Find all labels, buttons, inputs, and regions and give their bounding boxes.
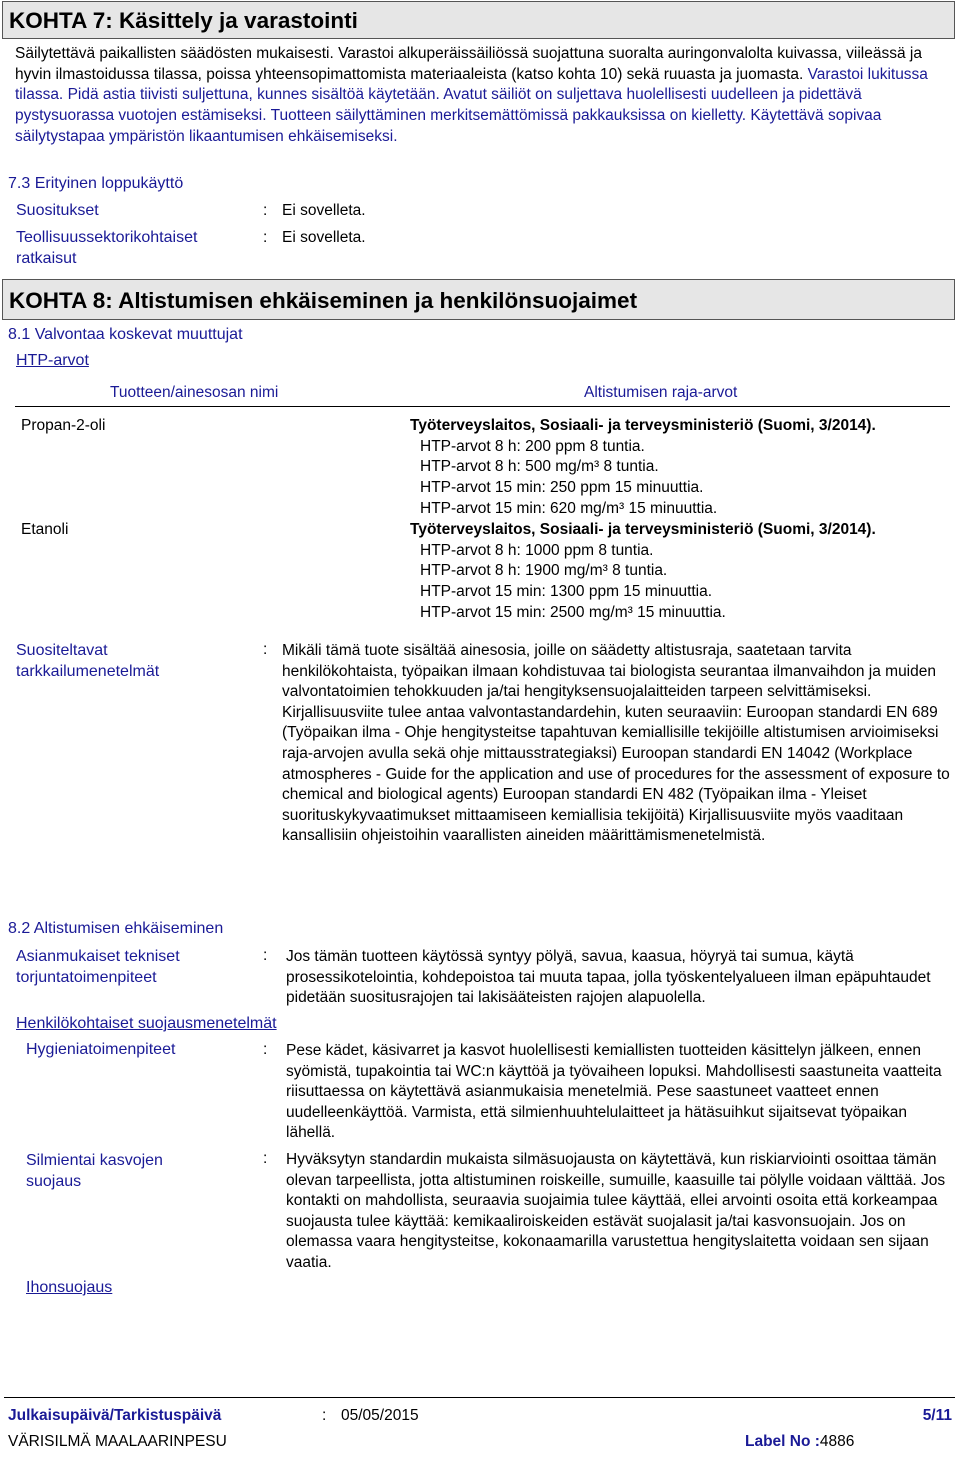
footer-label-no bbox=[745, 1433, 854, 1451]
footer-date-value: 05/05/2015 bbox=[341, 1407, 419, 1424]
table-row-value: HTP-arvot 15 min: 620 mg/m³ 15 minuuttia. bbox=[420, 500, 718, 517]
table-row-value: HTP-arvot 15 min: 250 ppm 15 minuuttia. bbox=[420, 479, 704, 496]
htp-heading: HTP-arvot bbox=[16, 352, 89, 369]
subsection-8-1-title: 8.1 Valvontaa koskevat muuttujat bbox=[8, 326, 243, 343]
table-header-product: Tuotteen/ainesosan nimi bbox=[110, 384, 279, 401]
storage-text-locked: Varastoi lukitussa tilassa. bbox=[15, 65, 928, 104]
storage-paragraph bbox=[15, 44, 950, 148]
engineering-colon: : bbox=[263, 947, 268, 964]
table-row-source: Työterveyslaitos, Sosiaali- ja terveysministeriö (Suomi, 3/2014). bbox=[410, 417, 876, 434]
industry-value: Ei sovelleta. bbox=[282, 229, 366, 246]
footer-product-name: VÄRISILMÄ MAALAARINPESU bbox=[8, 1433, 227, 1450]
skin-protection-label: Ihonsuojaus bbox=[26, 1279, 113, 1296]
table-header-limits: Altistumisen raja-arvot bbox=[584, 384, 738, 401]
eye-protection-text: Hyväksytyn standardin mukaista silmäsuojausta on käytettävä, kun riskiarviointi osoittaa tämän olevan tarpeellista, jotta altistuminen roiskeille, sumuille, kaasuille tai pölylle voidaan välttää. Jos kontakti on mahdollista, seuraavia suojaimia tulee käyttää, ellei arvointi osoita että korkeampaa suojausta tulee käyttää: kemikaaliroiskeiden estävät suojalasit ja/tai kasvonsuojain. Jos on olemassa vaara hengitysteitse, kokonaamarilla varustettua hengityslaitetta voidaan sen sijaan vaatia. bbox=[286, 1151, 946, 1271]
hygiene-label: Hygieniatoimenpiteet bbox=[26, 1041, 176, 1058]
recommendations-label: Suositukset bbox=[16, 202, 99, 219]
industry-label: Teollisuussektorikohtaiset ratkaisut bbox=[16, 229, 198, 267]
table-row-value: HTP-arvot 8 h: 200 ppm 8 tuntia. bbox=[420, 438, 645, 455]
subsection-8-2-title: 8.2 Altistumisen ehkäiseminen bbox=[8, 920, 224, 937]
table-header-divider bbox=[15, 406, 950, 407]
section-8-header bbox=[2, 279, 955, 320]
footer-label-no-value: 4886 bbox=[819, 1433, 855, 1450]
table-row-value: HTP-arvot 15 min: 2500 mg/m³ 15 minuuttia. bbox=[420, 604, 726, 621]
table-row-value: HTP-arvot 8 h: 1000 ppm 8 tuntia. bbox=[420, 542, 654, 559]
section-7-header bbox=[2, 1, 955, 39]
table-row-name: Etanoli bbox=[21, 521, 69, 538]
monitoring-label: Suositeltavat tarkkailumenetelmät bbox=[16, 642, 160, 680]
industry-colon: : bbox=[263, 229, 268, 246]
monitoring-colon: : bbox=[263, 641, 268, 658]
footer-date-label: Julkaisupäivä/Tarkistuspäivä bbox=[8, 1407, 222, 1424]
storage-text-1: Säilytettävä paikallisten säädösten mukaisesti. Varastoi alkuperäissäiliössä suojattuna suoralta auringonvalolta kuivassa, viileässä ja hyvin ilmastoidussa tilassa, poissa yhteensopimattomista materiaaleista (katso kohta 10) sekä ruuasta ja juomasta. bbox=[15, 45, 922, 83]
engineering-label: Asianmukaiset tekniset torjuntatoimenpiteet bbox=[16, 948, 180, 986]
footer-divider bbox=[4, 1397, 955, 1398]
monitoring-text: Mikäli tämä tuote sisältää ainesosia, joille on säädetty altistusraja, saatetaan tarvita henkilökohtaista, työpaikan ilmaan kohdistuvaa tai biologista seurantaa ilmanvaihdon ja muiden valvontatoimien tehokkuuden ja/tai hengityksensuojalaitteiden tarpeen selvittämiseksi. Kirjallisuusviite tulee antaa valvontastandardehin, kuten seuraaviin: Euroopan standardi EN 689 (Työpaikan ilma - Ohje hengitysteitse tapahtuvan kemiallisille tekijöille altistumisen arvioimiseksi raja-arvojen avulla sekä ohje mittausstrategiaksi) Euroopan standardi EN 14042 (Workplace atmospheres - Guide for the application and use of procedures for the assessment of exposure to chemical and biological agents) Euroopan standardi EN 482 (Työpaikan ilma - Yleiset suorituskykyvaatimukset mittaamiseen kemiallisia tekijöitä) Kirjallisuusviite myös vaaditaan kansallisiin ohjeistoihin vaarallisten aineiden määrittämismenetelmistä. bbox=[282, 642, 950, 845]
table-row-value: HTP-arvot 8 h: 1900 mg/m³ 8 tuntia. bbox=[420, 562, 668, 579]
footer-date-colon: : bbox=[322, 1407, 327, 1424]
footer-label-no-label: Label No : bbox=[745, 1433, 820, 1450]
recommendations-colon: : bbox=[263, 202, 268, 219]
section-7-title: KOHTA 7: Käsittely ja varastointi bbox=[9, 8, 358, 33]
hygiene-colon: : bbox=[263, 1041, 268, 1058]
engineering-text: Jos tämän tuotteen käytössä syntyy pölyä, savua, kaasua, höyryä tai sumua, käytä prosessikotelointia, kohdepoistoa tai muuta tapaa, jolla työskentelyalueen ilman epäpuhtaudet pidetään suositusrajojen tai lakisääteisten rajojen alapuolella. bbox=[286, 948, 931, 1007]
eye-protection-colon: : bbox=[263, 1150, 268, 1167]
table-row-name: Propan-2-oli bbox=[21, 417, 106, 434]
section-8-title: KOHTA 8: Altistumisen ehkäiseminen ja henkilönsuojaimet bbox=[9, 288, 638, 313]
subsection-7-3-title: 7.3 Erityinen loppukäyttö bbox=[8, 175, 184, 192]
table-row-value: HTP-arvot 8 h: 500 mg/m³ 8 tuntia. bbox=[420, 458, 659, 475]
personal-protection-heading: Henkilökohtaiset suojausmenetelmät bbox=[16, 1015, 277, 1032]
storage-text-2: Pidä astia tiivisti suljettuna, kunnes sisältöä käytetään. Avatut säiliöt on suljettava huolellisesti uudelleen ja pidettävä pystysuorassa vuotojen estämiseksi. Tuotteen säilyttäminen merkitsemättömissä pakkauksissa on kielletty. Käytettävä sopivaa säilytystapaa ympäristön likaantumisen ehkäisemiseksi. bbox=[15, 86, 882, 145]
table-row-source: Työterveyslaitos, Sosiaali- ja terveysministeriö (Suomi, 3/2014). bbox=[410, 521, 876, 538]
table-row-value: HTP-arvot 15 min: 1300 ppm 15 minuuttia. bbox=[420, 583, 713, 600]
eye-protection-label: Silmientai kasvojen suojaus bbox=[26, 1152, 163, 1190]
hygiene-text: Pese kädet, käsivarret ja kasvot huolellisesti kemiallisten tuotteiden käsittelyn jälkeen, ennen syömistä, tupakointia tai WC:n käyttöä ja työvaiheen lopuksi. Mahdollisesti saastuneita vaatteita riisuttaessa on käytettävä asianmukaisia menetelmiä. Pese saastuneet vaatteet ennen uudelleenkäyttöä. Varmista, että silmienhuuhtelulaitteet ja hätäsuihkut sijaitsevat työpaikan lähellä. bbox=[286, 1042, 942, 1142]
footer-page-number: 5/11 bbox=[922, 1407, 952, 1424]
recommendations-value: Ei sovelleta. bbox=[282, 202, 366, 219]
